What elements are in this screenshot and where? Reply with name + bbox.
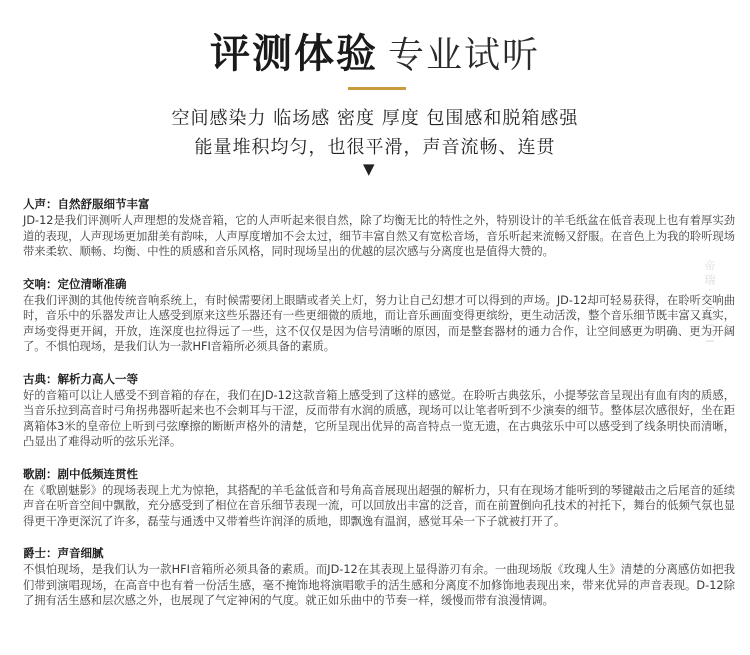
subtitle-line-1: 空间感染力 临场感 密度 厚度 包围感和脱箱感强: [171, 108, 579, 129]
page-title: [0, 22, 750, 79]
section-body: 在我们评测的其他传统音响系统上，有时候需要闭上眼睛或者关上灯，努力让自己幻想才可以得到的声场。JD-12却可轻易获得，在聆听交响曲时，音乐中的乐器发声让人感受到原来这些乐器还有一些更细微的质地，而让音乐画面变得更缤纷，更生动活泼，整个音乐细节既丰富又真实，声场变得更开阔，开放，连深度也拉得远了一些，这不仅仅是因为信号清晰的原因，而是整套器材的通力合作，让空间感更为明确、更为开阔了。不惧怕现场，是我们认为一款HFI音箱所必须具备的素质。: [23, 293, 735, 353]
section-title: 爵士：声音细腻: [23, 546, 104, 560]
section-vocal: [23, 197, 735, 260]
watermark: 帝瑞·DIHIYI: [703, 260, 716, 346]
section-body: 在《歌剧魅影》的现场表现上尤为惊艳，其搭配的羊毛盆低音和号角高音展现出超强的解析力，只有在现场才能听到的琴键敲击之后尾音的延续声音在听音空间中飘散，充分感受到了相位在音乐细节表现一流，可以回放出丰富的泛音，而在前置倒向孔技术的衬托下，舞台的低频气氛也显得更干净更深沉了许多，磊莹与通透中又带着些许润泽的质地，即飘逸有温润，感觉耳朵一下子就被打开了。: [23, 483, 735, 528]
title-light: 专业试听: [387, 35, 540, 76]
section-body: 不惧怕现场，是我们认为一款HFI音箱所必须具备的素质。而JD-12在其表现上显得游刃有余。一曲现场版《玫瑰人生》清楚的分离感仿如把我们带到演唱现场，在高音中也有着一份活生感，毫不掩饰地将演唱歌手的活生感和分离度不加修饰地表现出来，带来优异的声音表现。D-12除了拥有活生感和层次感之外，也展现了气定神闲的气度。就正如乐曲中的节奏一样，缓慢而带有浪漫情调。: [23, 563, 735, 607]
section-title: 交响：定位清晰准确: [23, 276, 127, 291]
section-symphony: [23, 277, 735, 355]
section-classical: [23, 372, 735, 450]
section-jazz: [23, 546, 735, 609]
section-title: 人声：自然舒服细节丰富: [23, 197, 150, 211]
section-opera: [23, 467, 735, 530]
subtitle-line-2: 能量堆积均匀，也很平滑，声音流畅、连贯: [194, 137, 556, 158]
down-arrow-icon: ▼: [363, 160, 375, 178]
section-title: 歌剧：剧中低频连贯性: [23, 466, 138, 481]
title-bold: 评测体验: [209, 31, 378, 77]
section-title: 古典：解析力高人一等: [23, 371, 138, 386]
review-content: [23, 197, 735, 626]
title-underline: [348, 87, 406, 90]
section-body: 好的音箱可以让人感受不到音箱的存在，我们在JD-12这款音箱上感受到了这样的感觉。在聆听古典弦乐，小提琴弦音呈现出有血有肉的质感，当音乐拉到高音时弓角拐弗器听起来也不会刺耳与干涩，反而带有水润的质感，现场可以让笔者听到不少演奏的细节。整体层次感很好，坐在距离箱体3米的皇帝位上听到弓弦摩擦的断断声格外的清楚，它所呈现出优异的高音特点一览无遗，在古典弦乐中可以感受到了线条明快而清晰，凸显出了难得动听的弦乐光泽。: [23, 388, 735, 448]
section-body: JD-12是我们评测听人声理想的发烧音箱，它的人声听起来很自然，除了均衡无比的特性之外，特别设计的羊毛纸盆在低音表现上也有着厚实劲道的表现，人声现场更加甜美有韵味，人声厚度增加不会太过，细节丰富自然又有宽松音场，音乐听起来流畅又舒服。在音色上为我的聆听现场带来柔软、顺畅、均衡、中性的质感和音乐风格，同时现场呈出的优越的层次感与分离度也是值得大赞的。: [23, 214, 735, 258]
